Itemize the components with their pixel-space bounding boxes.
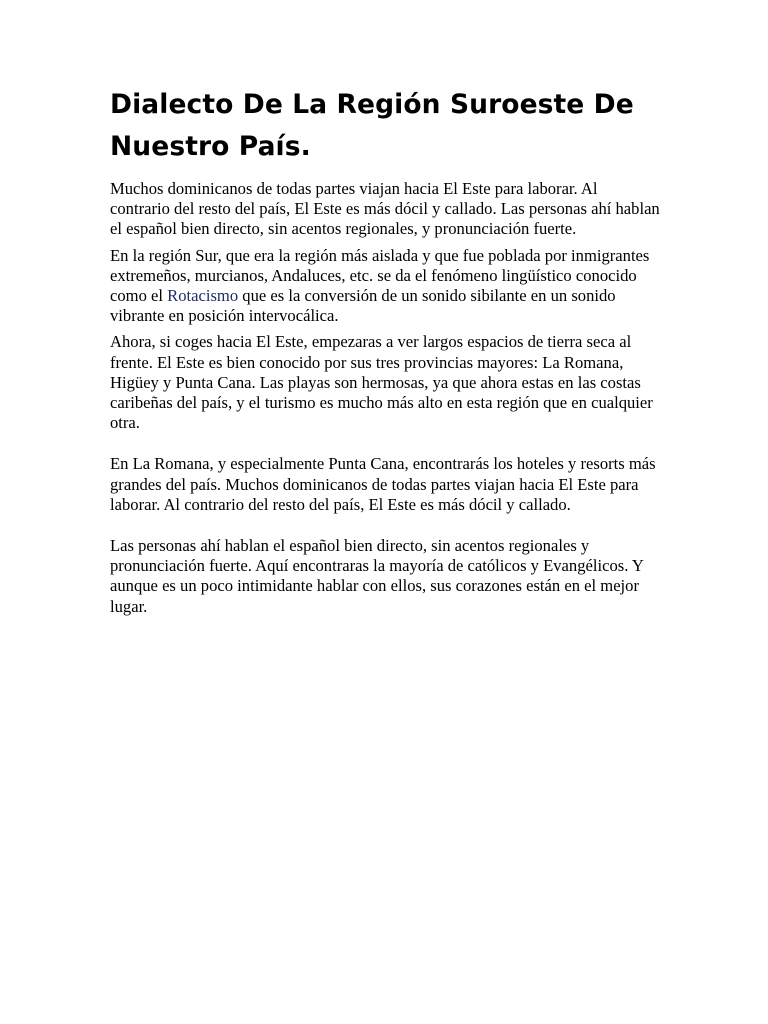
paragraph-2-text-before: En la región Sur, que era la región más aislada y que fue poblada por inmigrantes extremeños, murcianos, Andaluces, etc. se da el fenómeno lingüístico conocido como el (110, 245, 650, 306)
paragraph-2 (110, 246, 660, 327)
paragraph-3: Ahora, si coges hacia El Este, empezaras a ver largos espacios de tierra seca al frente. El Este es bien conocido por sus tres provincias mayores: La Romana, Higüey y Punta Cana. Las playas son hermosas, ya que ahora estas en las costas caribeñas del país, y el turismo es mucho más alto en esta región que en cualquier otra. (110, 332, 653, 433)
document-title (110, 84, 660, 168)
document-page (110, 84, 660, 623)
title-line-1: Dialecto De La Región Suroeste De (110, 89, 634, 120)
paragraph-1: Muchos dominicanos de todas partes viajan hacia El Este para laborar. Al contrario del resto del país, El Este es más dócil y callado. Las personas ahí hablan el español bien directo, sin acentos regionales, y pronunciación fuerte. (110, 179, 660, 239)
rotacismo-link[interactable]: Rotacismo (167, 286, 239, 306)
paragraph-5: Las personas ahí hablan el español bien directo, sin acentos regionales y pronunciación fuerte. Aquí encontraras la mayoría de católicos y Evangélicos. Y aunque es un poco intimidante hablar con ellos, sus corazones están en el mejor lugar. (110, 536, 644, 616)
paragraph-4: En La Romana, y especialmente Punta Cana, encontrarás los hoteles y resorts más grandes del país. Muchos dominicanos de todas partes viajan hacia El Este para laborar. Al contrario del resto del país, El Este es más dócil y callado. (110, 454, 656, 514)
title-line-2: Nuestro País. (110, 131, 311, 162)
paragraph-2-text-after: que es la conversión de un sonido sibilante en un sonido vibrante en posición intervocálica. (110, 286, 616, 326)
